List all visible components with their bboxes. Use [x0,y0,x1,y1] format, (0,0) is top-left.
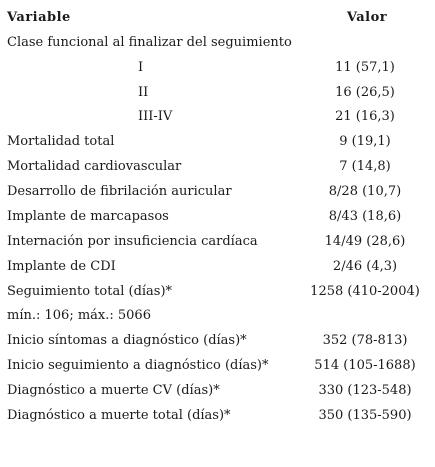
row-label: Mortalidad cardiovascular [7,159,182,174]
row-value: 16 (26,5) [335,85,395,100]
row-value: 350 (135-590) [318,408,412,423]
row-label: Internación por insuficiencia cardíaca [7,234,258,249]
row-label: mín.: 106; máx.: 5066 [7,308,151,323]
row-value: 7 (14,8) [339,159,391,174]
table-row [0,254,435,279]
row-value: 514 (105-1688) [314,358,416,373]
row-label: Mortalidad total [7,134,115,149]
row-label: Diagnóstico a muerte total (días)* [7,408,231,423]
table-row [0,353,435,378]
table-row [0,129,435,154]
row-value: 11 (57,1) [335,60,395,75]
table-header [0,5,435,30]
row-label: I [138,60,144,75]
row-label: Desarrollo de fibrilación auricular [7,184,232,199]
header-value: Valor [346,10,388,25]
row-value: 352 (78-813) [322,333,408,348]
row-value: 9 (19,1) [339,134,391,149]
row-label: II [138,85,149,100]
row-value: 21 (16,3) [335,109,395,124]
table-row [0,30,435,55]
table-row [0,279,435,304]
row-value: 2/46 (4,3) [332,259,398,274]
row-label: Implante de CDI [7,259,116,274]
table-row [0,104,435,129]
row-value: 1258 (410-2004) [310,284,420,299]
table-row [0,229,435,254]
row-label: Inicio seguimiento a diagnóstico (días)* [7,358,269,373]
row-value: 14/49 (28,6) [324,234,406,249]
row-label: Seguimiento total (días)* [7,284,173,299]
table-row [0,328,435,353]
row-label: Clase funcional al finalizar del seguimiento [7,35,292,50]
row-value: 8/28 (10,7) [328,184,402,199]
row-label: Implante de marcapasos [7,209,169,224]
table-row [0,154,435,179]
table-row [0,204,435,229]
table-row [0,55,435,80]
row-value: 330 (123-548) [318,383,412,398]
table-row [0,378,435,403]
row-label: Diagnóstico a muerte CV (días)* [7,383,220,398]
table-row [0,80,435,105]
row-value: 8/43 (18,6) [328,209,402,224]
row-label: III-IV [138,109,173,124]
table-row [0,403,435,428]
table-row [0,303,435,328]
header-variable: Variable [7,10,71,25]
table-row [0,179,435,204]
row-label: Inicio síntomas a diagnóstico (días)* [7,333,247,348]
